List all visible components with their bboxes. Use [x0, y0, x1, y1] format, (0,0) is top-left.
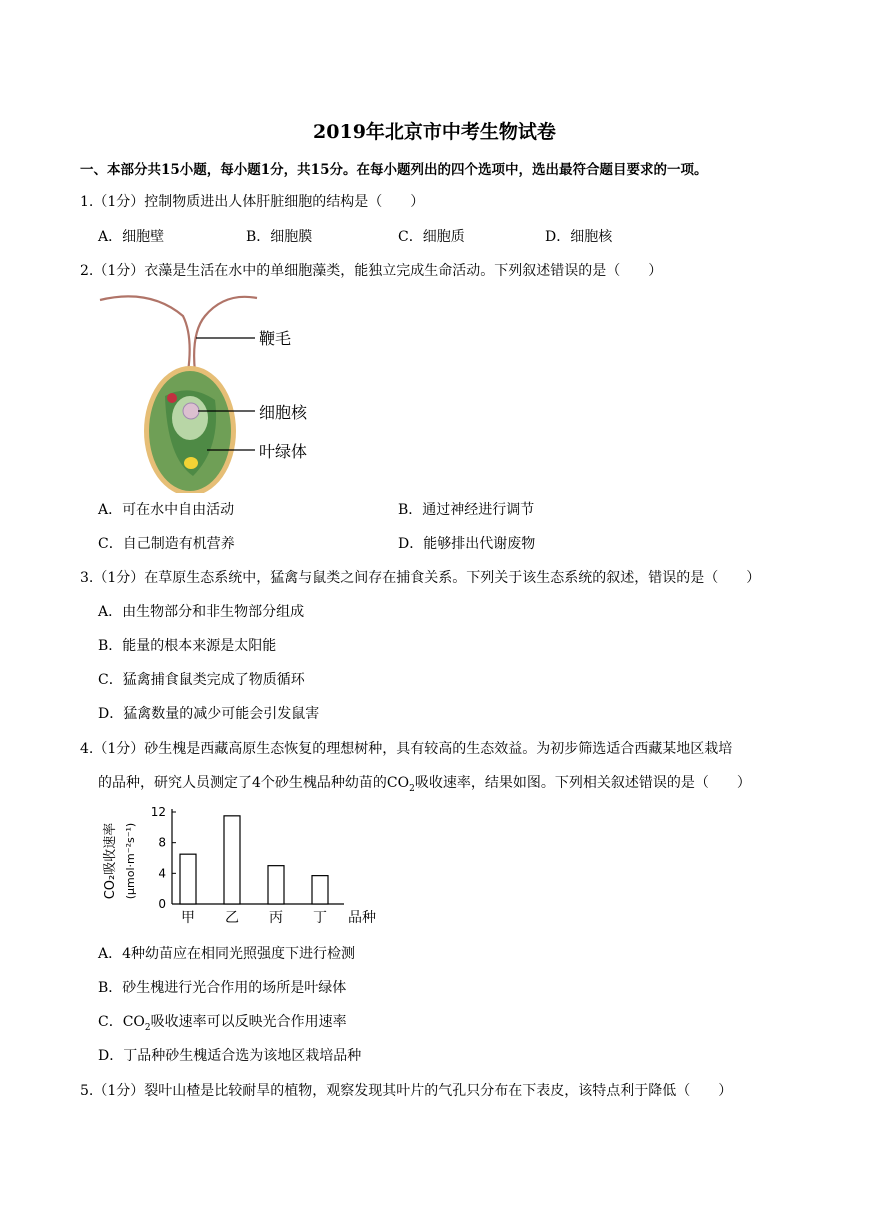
question-2-stem: 2.（1分）衣藻是生活在水中的单细胞藻类，能独立完成生命活动。下列叙述错误的是（ ）: [80, 263, 663, 279]
label-chloroplast: 叶绿体: [259, 442, 308, 461]
question-3-stem: 3.（1分）在草原生态系统中，猛禽与鼠类之间存在捕食关系。下列关于该生态系统的叙述，错误的是（ ）: [80, 570, 761, 586]
eyespot: [167, 393, 177, 403]
question-4-stem-line-2: [98, 774, 751, 798]
chlamydomonas-figure: [95, 288, 335, 493]
question-1-stem: 1.（1分）控制物质进出人体肝脏细胞的结构是（ ）: [80, 194, 425, 210]
question-1-option-a: A．细胞壁: [98, 229, 165, 245]
x-category-label: 乙: [225, 910, 239, 926]
y-tick-label: 4: [158, 866, 166, 881]
question-4-option-c-subscript: 2: [144, 1022, 151, 1033]
y-tick-label: 8: [158, 835, 166, 850]
question-3-option-a: A．由生物部分和非生物部分组成: [98, 604, 305, 620]
question-4-stem-part-a: 的品种，研究人员测定了4个砂生槐品种幼苗的CO: [98, 775, 410, 791]
x-category-label: 甲: [181, 910, 195, 926]
x-category-label: 丙: [269, 910, 283, 926]
question-2-option-b: B．通过神经进行调节: [398, 502, 535, 518]
bar-1: [180, 854, 196, 904]
question-4-stem-line-1: 4.（1分）砂生槐是西藏高原生态恢复的理想树种，具有较高的生态效益。为初步筛选适合西藏某地区栽培: [80, 741, 733, 757]
question-4-option-a: A．4种幼苗应在相同光照强度下进行检测: [98, 946, 356, 962]
bar-2: [224, 816, 240, 904]
question-4-stem-subscript: 2: [409, 783, 415, 794]
question-3-option-c: C．猛禽捕食鼠类完成了物质循环: [98, 672, 305, 688]
label-flagellum: 鞭毛: [259, 329, 292, 348]
question-5-stem: 5.（1分）裂叶山楂是比较耐旱的植物，观察发现其叶片的气孔只分布在下表皮，该特点利于降低（ ）: [80, 1083, 733, 1099]
chart-xlabel: 品种: [348, 910, 376, 926]
question-1-option-c: C．细胞质: [398, 229, 465, 245]
pyrenoid: [184, 457, 198, 469]
question-2-option-d: D．能够排出代谢废物: [398, 536, 536, 552]
x-category-label: 丁: [313, 910, 327, 926]
question-4-option-d: D．丁品种砂生槐适合选为该地区栽培品种: [98, 1048, 362, 1064]
flagellum-left: [100, 296, 190, 372]
question-3-option-b: B．能量的根本来源是太阳能: [98, 638, 277, 654]
chart-ylabel-unit: (μmol·m⁻²s⁻¹): [124, 822, 137, 900]
question-3-option-d: D．猛禽数量的减少可能会引发鼠害: [98, 706, 320, 722]
y-tick-label: 12: [150, 805, 166, 819]
question-2-option-a: A．可在水中自由活动: [98, 502, 235, 518]
question-1-option-d: D．细胞核: [545, 229, 613, 245]
y-tick-label: 0: [158, 897, 166, 911]
question-4-option-c: [98, 1013, 347, 1037]
bar-3: [268, 866, 284, 904]
question-4-option-b: B．砂生槐进行光合作用的场所是叶绿体: [98, 980, 347, 996]
question-4-option-c-part-a: C．CO: [98, 1014, 145, 1030]
section-heading: 一、本部分共15小题，每小题1分，共15分。在每小题列出的四个选项中，选出最符合题目要求的一项。: [80, 162, 708, 178]
chart-ylabel-main: CO₂吸收速率: [103, 822, 118, 900]
page-title: 2019年北京市中考生物试卷: [313, 121, 556, 143]
co2-uptake-bar-chart: [98, 803, 398, 930]
question-4-option-c-part-b: 吸收速率可以反映光合作用速率: [150, 1014, 347, 1030]
label-nucleus: 细胞核: [259, 403, 308, 422]
question-1-option-b: B．细胞膜: [246, 229, 313, 245]
question-2-option-c: C．自己制造有机营养: [98, 536, 235, 552]
nucleus: [183, 403, 199, 419]
flagellum-right: [194, 297, 257, 372]
bar-4: [312, 876, 328, 904]
question-4-stem-part-b: 吸收速率，结果如图。下列相关叙述错误的是（ ）: [414, 775, 751, 791]
